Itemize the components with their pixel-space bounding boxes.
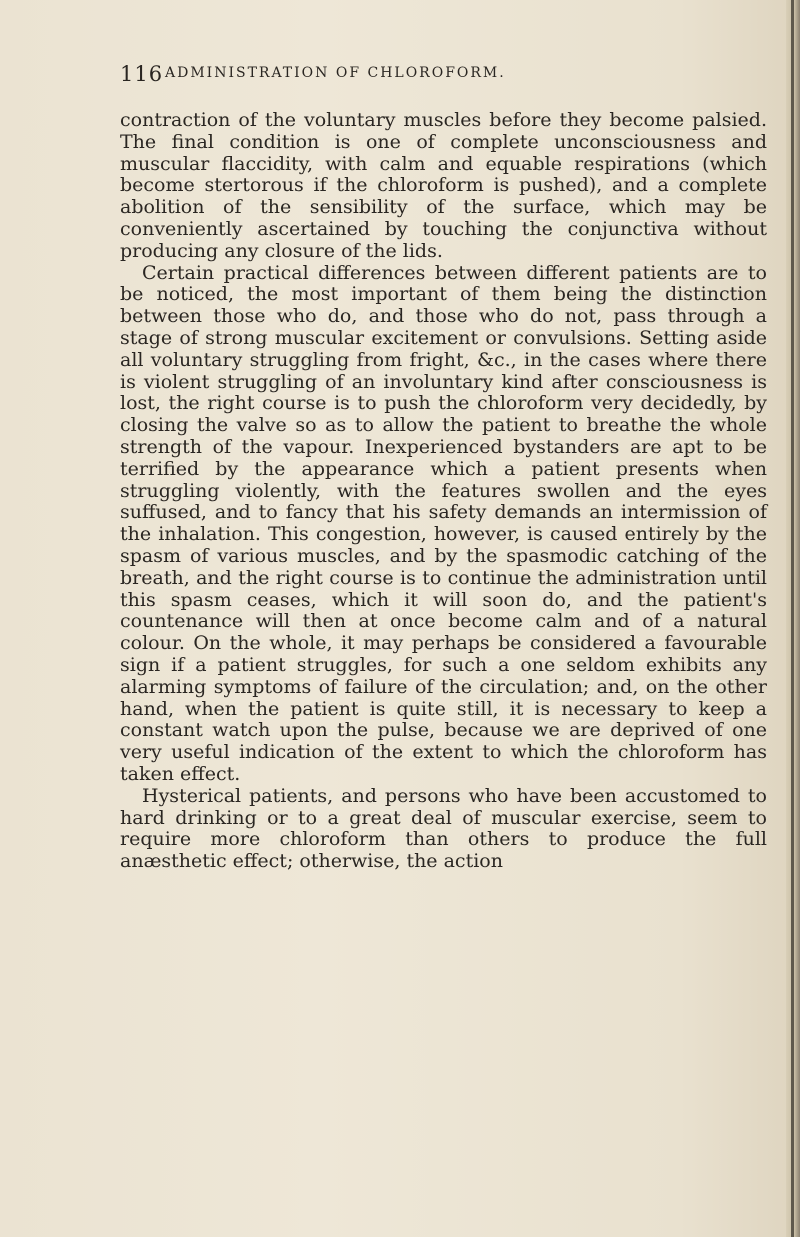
binding-shadow: [791, 0, 794, 1237]
paragraph-patient-differences: Certain practical differences between different patients are to be noticed, the most important of them being the distinction between those who do, and those who do not, pass through a stage of strong muscular excitement or convulsions. Setting aside all voluntary struggling from fright, &c., in the cases where there is violent struggling of an involuntary kind after consciousness is lost, the right course is to push the chloroform very decidedly, by closing the valve so as to allow the patient to breathe the whole strength of the vapour. Inexperienced bystanders are apt to be terrified by the appearance which a patient presents when struggling violently, with the features swollen and the eyes suffused, and to fancy that his safety demands an intermission of the inhalation. This congestion, however, is caused entirely by the spasm of various muscles, and by the spasmodic catching of the breath, and the right course is to continue the administration until this spasm ceases, which it will soon do, and the patient's countenance will then at once become calm and of a natural colour. On the whole, it may perhaps be considered a favourable sign if a patient struggles, for such a one seldom exhibits any alarming symptoms of failure of the circulation; and, on the other hand, when the patient is quite still, it is necessary to keep a constant watch upon the pulse, because we are deprived of one very useful indication of the extent to which the chloroform has taken effect.: [120, 261, 767, 785]
body-text: [120, 110, 767, 873]
running-title: ADMINISTRATION OF CHLOROFORM.: [165, 65, 506, 81]
paragraph-continuation: contraction of the voluntary muscles before they become palsied. The final condition is one of complete unconsciousness and muscular flaccidity, with calm and equable respirations (which become stertorous if the chloroform is pushed), and a complete abolition of the sensibility of the surface, which may be conveniently ascertained by touching the conjunctiva without producing any closure of the lids.: [120, 109, 767, 262]
paragraph-hysterical-patients: Hysterical patients, and persons who have been accustomed to hard drinking or to a great deal of muscular exercise, seem to require more chloroform than others to produce the full anæsthetic effect; otherwise, the action: [120, 784, 767, 873]
page-number: 116: [120, 62, 164, 86]
page-header: [120, 62, 780, 92]
